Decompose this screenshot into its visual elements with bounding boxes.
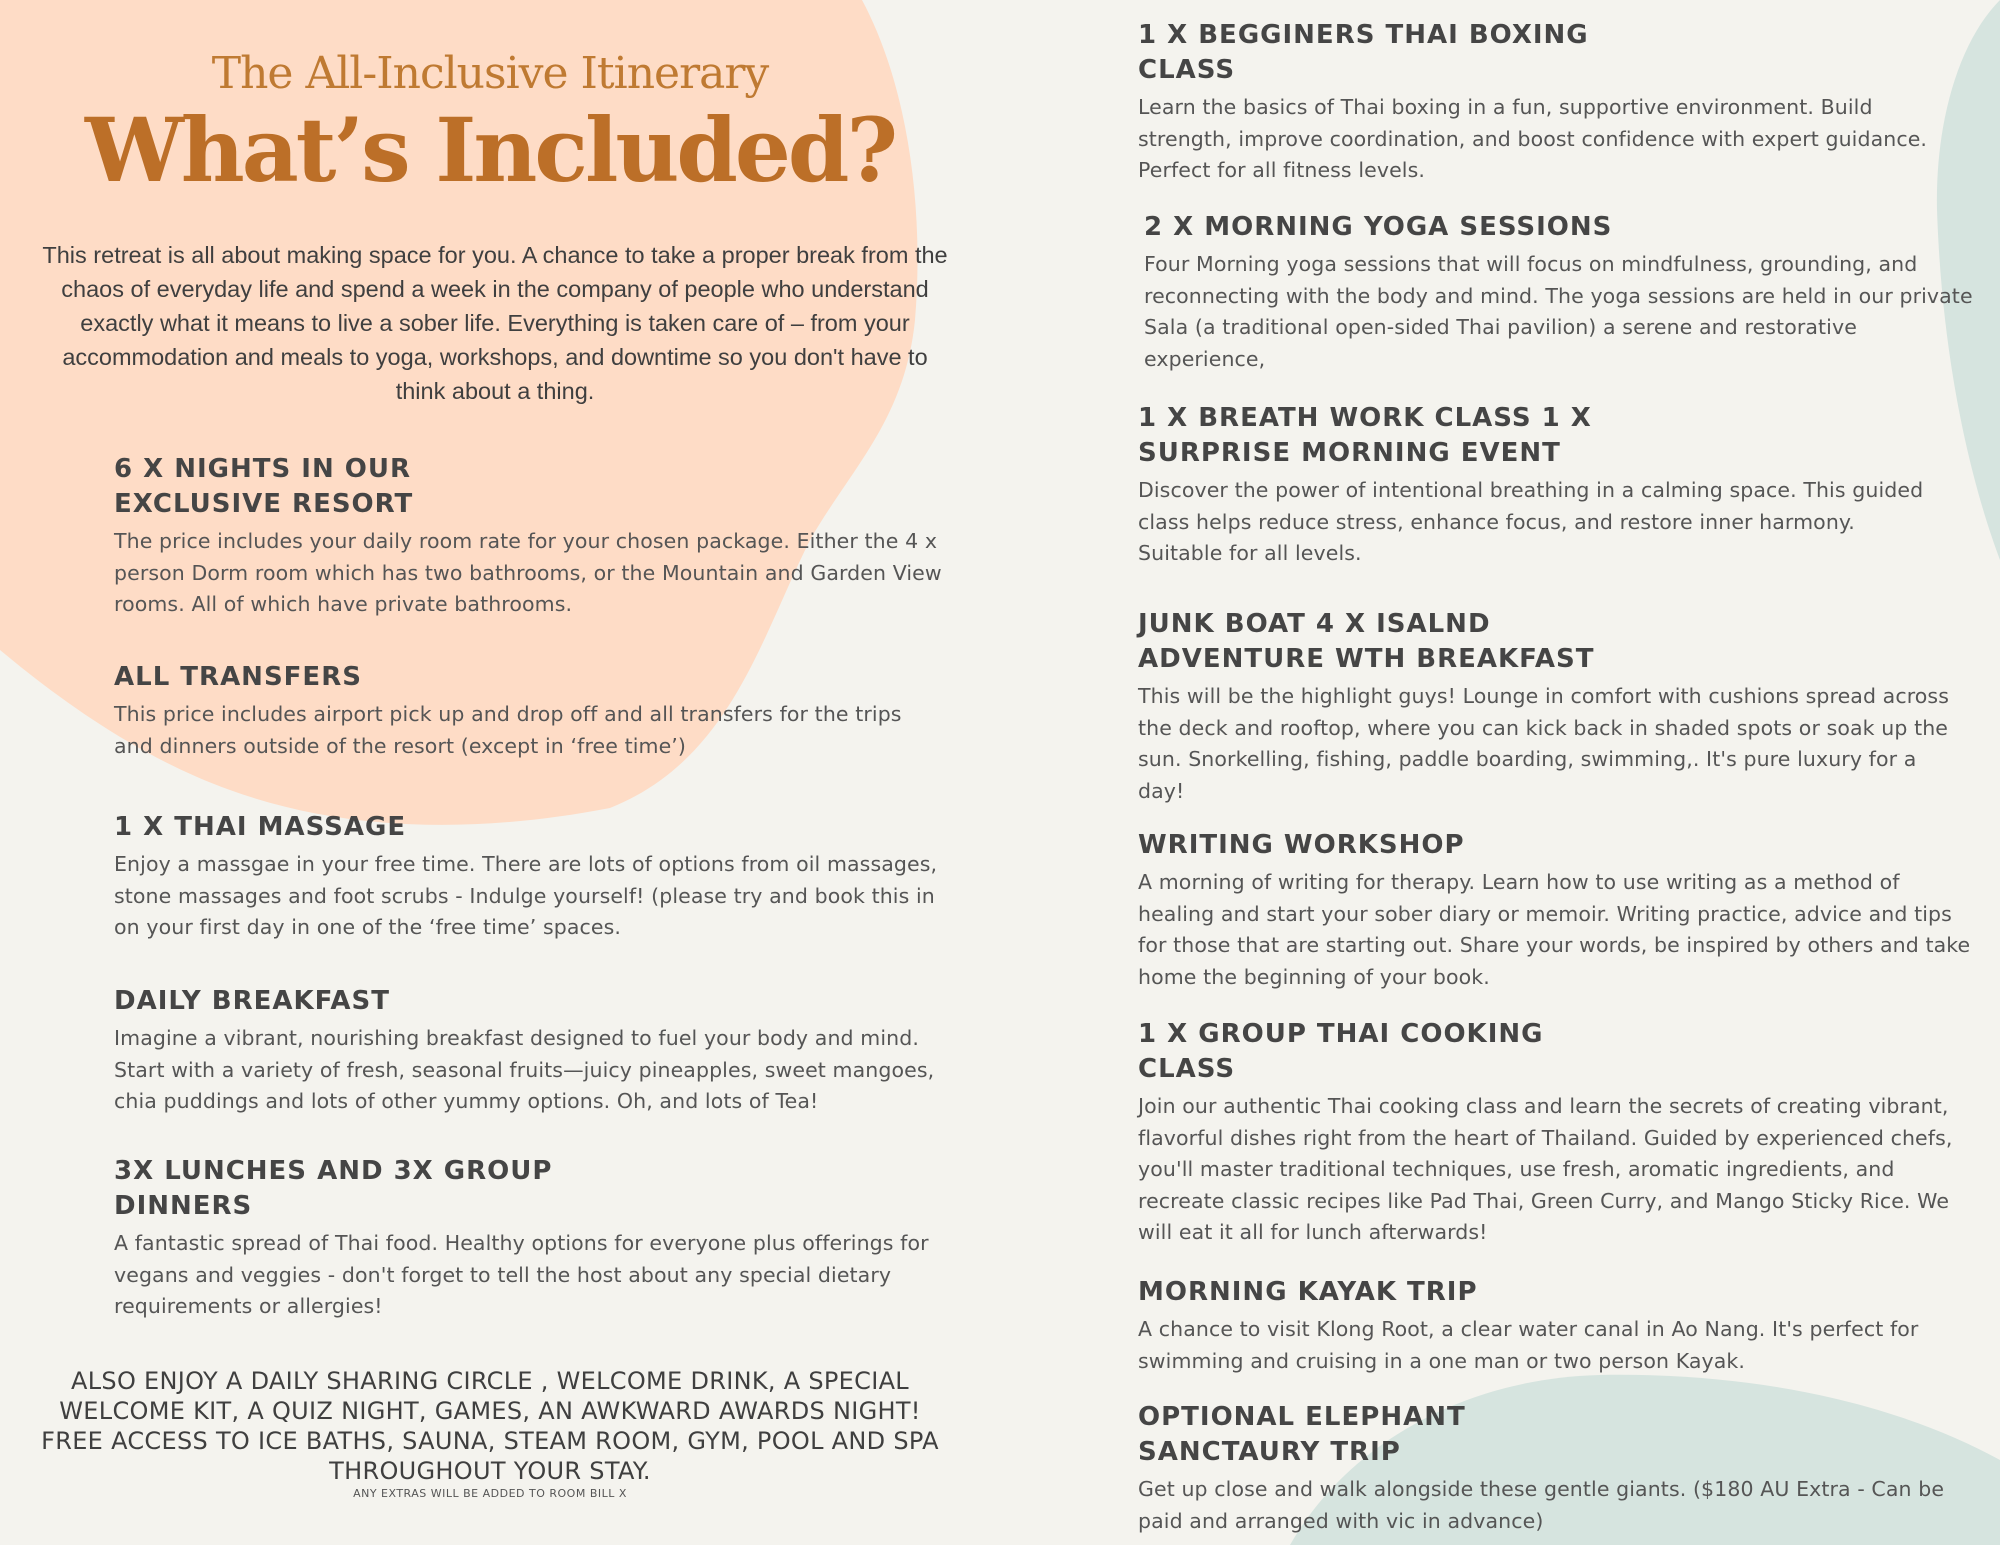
included-item-cooking-class — [1138, 1017, 1968, 1249]
item-title-line: 1 X GROUP THAI COOKING — [1138, 1019, 1544, 1049]
item-title-line: DAILY BREAKFAST — [114, 986, 391, 1016]
included-item-junk-boat — [1138, 607, 1958, 807]
item-title-line: OPTIONAL ELEPHANT — [1138, 1402, 1466, 1432]
item-title-line: JUNK BOAT 4 X ISALND — [1138, 609, 1491, 639]
item-title-line: ALL TRANSFERS — [114, 662, 362, 692]
intro-paragraph: This retreat is all about making space for you. A chance to take a proper break from the chaos of everyday life and spend a week in the company of people who understand exactly what it means to live a sober life. Everything is taken care of – from your accommodation and meals to yoga, workshops, and downtime so you don't have to think about a thing. — [42, 242, 948, 404]
item-title — [114, 660, 944, 695]
item-title — [1138, 1275, 1948, 1310]
item-title-line: 1 X THAI MASSAGE — [114, 812, 407, 842]
item-description: Learn the basics of Thai boxing in a fun, supportive environment. Build strength, improve coordination, and boost confidence with expert guidance. Perfect for all fitness levels. — [1138, 95, 1928, 182]
included-item-nights — [114, 452, 944, 621]
item-title-line: EXCLUSIVE RESORT — [114, 489, 414, 519]
item-title-line: WRITING WORKSHOP — [1138, 830, 1465, 860]
item-description: This will be the highlight guys! Lounge in comfort with cushions spread across the deck and rooftop, where you can kick back in shaded spots or soak up the sun. Snorkelling, fishing, paddle boarding, swimming,. It's pure luxury for a day! — [1138, 684, 1949, 803]
item-title — [1138, 18, 1968, 88]
item-title — [114, 1154, 944, 1224]
item-title — [1138, 1400, 1948, 1470]
item-description: The price includes your daily room rate for your chosen package. Either the 4 x person Dorm room which has two bathrooms, or the Mountain and Garden View rooms. All of which have private bathrooms. — [114, 529, 942, 616]
included-item-lunches — [114, 1154, 944, 1323]
item-title — [1138, 607, 1958, 677]
item-title-line: SANCTAURY TRIP — [1138, 1437, 1401, 1467]
item-title-line: CLASS — [1138, 55, 1236, 85]
item-description: A morning of writing for therapy. Learn how to use writing as a method of healing and start your sober diary or memoir. Writing practice, advice and tips for those that are starting out. Share your words, be inspired by others and take home the beginning of your book. — [1138, 870, 1971, 989]
also-enjoy-extras: ALSO ENJOY A DAILY SHARING CIRCLE , WELCOME DRINK, A SPECIAL WELCOME KIT, A QUIZ NIGHT, GAMES, AN AWKWARD AWARDS NIGHT! FREE ACCESS TO ICE BATHS, SAUNA, STEAM ROOM, GYM, POOL AND SPA THROUGHOUT YOUR STAY. — [41, 1367, 939, 1485]
item-title-line: SURPRISE MORNING EVENT — [1138, 438, 1561, 468]
item-title-line: 3X LUNCHES AND 3X GROUP — [114, 1156, 553, 1186]
itinerary-kicker: The All-Inclusive Itinerary — [211, 48, 769, 99]
item-title-line: MORNING KAYAK TRIP — [1138, 1277, 1478, 1307]
included-item-breakfast — [114, 984, 974, 1118]
item-description: Discover the power of intentional breathing in a calming space. This guided class helps reduce stress, enhance focus, and restore inner harmony. Suitable for all levels. — [1138, 478, 1924, 565]
item-title-line: ADVENTURE WTH BREAKFAST — [1138, 644, 1595, 674]
item-description: Imagine a vibrant, nourishing breakfast designed to fuel your body and mind. Start with a variety of fresh, seasonal fruits—juicy pineapples, sweet mangoes, chia puddings and lots of other yummy options. Oh, and lots of Tea! — [114, 1026, 935, 1113]
included-item-breath-work — [1138, 401, 1938, 570]
included-item-writing-workshop — [1138, 828, 1978, 993]
included-item-yoga — [1144, 210, 1984, 375]
item-title — [114, 452, 944, 522]
included-item-transfers — [114, 660, 944, 762]
page-title: What’s Included? — [84, 98, 896, 202]
item-title — [1138, 401, 1938, 471]
item-description: Get up close and walk alongside these gentle giants. ($180 AU Extra - Can be paid and arranged with vic in advance) — [1138, 1477, 1945, 1533]
item-title-line: 6 X NIGHTS IN OUR — [114, 454, 412, 484]
included-item-elephant-sanctuary — [1138, 1400, 1948, 1537]
item-title — [114, 810, 944, 845]
item-title-line: CLASS — [1138, 1054, 1236, 1084]
extras-note: ANY EXTRAS WILL BE ADDED TO ROOM BILL X — [353, 1487, 627, 1500]
item-title-line: DINNERS — [114, 1191, 253, 1221]
included-item-kayak-trip — [1138, 1275, 1948, 1377]
item-title — [1138, 828, 1978, 863]
item-title — [114, 984, 974, 1019]
item-title-line: 2 X MORNING YOGA SESSIONS — [1144, 212, 1613, 242]
included-item-massage — [114, 810, 944, 944]
item-description: Join our authentic Thai cooking class and learn the secrets of creating vibrant, flavorful dishes right from the heart of Thailand. Guided by experienced chefs, you'll master traditional techniques, use fresh, aromatic ingredients, and recreate classic recipes like Pad Thai, Green Curry, and Mango Sticky Rice. We will eat it all for lunch afterwards! — [1138, 1094, 1953, 1244]
item-title — [1138, 1017, 1968, 1087]
included-item-thai-boxing — [1138, 18, 1968, 187]
item-description: A chance to visit Klong Root, a clear water canal in Ao Nang. It's perfect for swimming and cruising in a one man or two person Kayak. — [1138, 1317, 1919, 1373]
item-description: Enjoy a massgae in your free time. There are lots of options from oil massages, stone massages and foot scrubs - Indulge yourself! (please try and book this in on your first day in one of the ‘free time’ spaces. — [114, 852, 938, 939]
item-title-line: 1 X BEGGINERS THAI BOXING — [1138, 20, 1589, 50]
item-description: A fantastic spread of Thai food. Healthy options for everyone plus offerings for vegans and veggies - don't forget to tell the host about any special dietary requirements or allergies! — [114, 1231, 929, 1318]
item-title-line: 1 X BREATH WORK CLASS 1 X — [1138, 403, 1592, 433]
item-description: This price includes airport pick up and drop off and all transfers for the trips and dinners outside of the resort (except in ‘free time’) — [114, 702, 902, 758]
item-title — [1144, 210, 1984, 245]
item-description: Four Morning yoga sessions that will focus on mindfulness, grounding, and reconnecting with the body and mind. The yoga sessions are held in our private Sala (a traditional open-sided Thai pavilion) a serene and restorative experience, — [1144, 252, 1973, 371]
